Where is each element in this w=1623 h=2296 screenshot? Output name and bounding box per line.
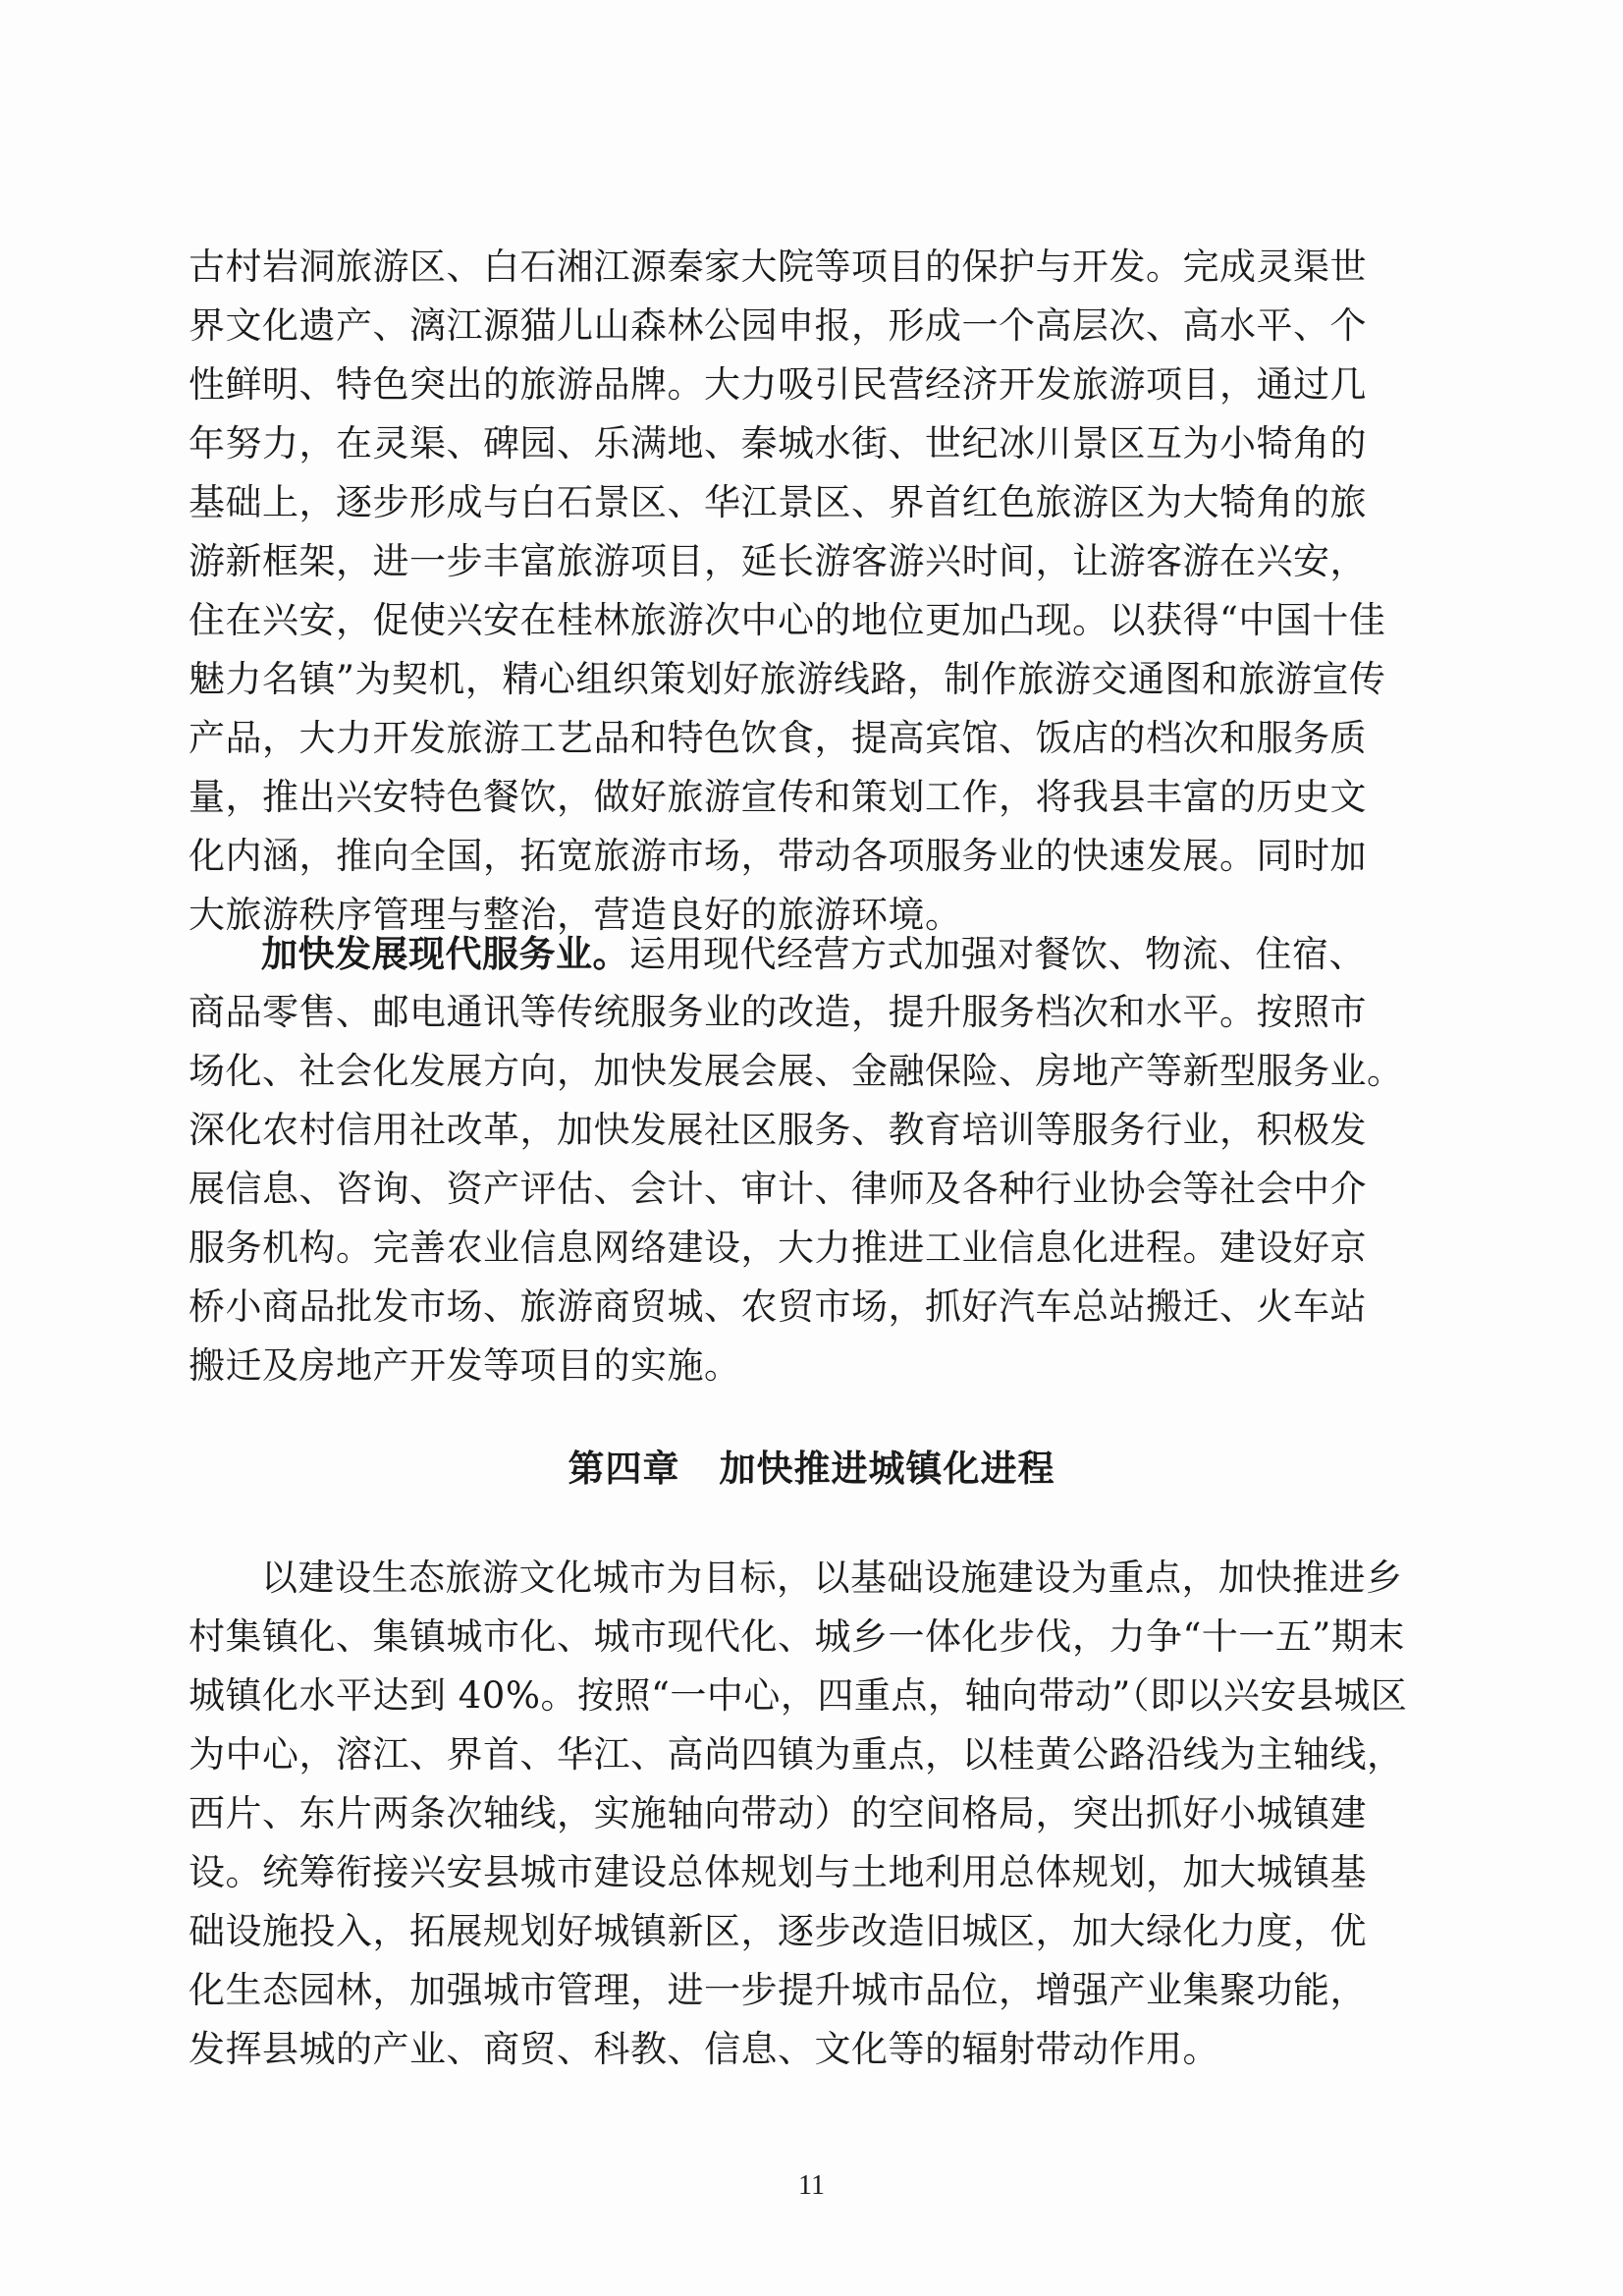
text-line: 发挥县城的产业、商贸、科教、信息、文化等的辐射带动作用。 [189,2028,1219,2070]
text-line: 桥小商品批发市场、旅游商贸城、农贸市场，抓好汽车总站搬迁、火车站 [189,1285,1367,1328]
text-line: 年努力，在灵渠、碑园、乐满地、秦城水街、世纪冰川景区互为小犄角的 [189,422,1367,465]
chapter-heading [0,1439,1623,1492]
text-line: 魅力名镇”为契机，精心组织策划好旅游线路，制作旅游交通图和旅游宣传 [189,658,1386,700]
text-line: 住在兴安，促使兴安在桂林旅游次中心的地位更加凸现。以获得“中国十佳 [189,599,1386,641]
text-line: 展信息、咨询、资产评估、会计、审计、律师及各种行业协会等社会中介 [189,1168,1367,1210]
chapter-number: 第四章 [568,1448,680,1490]
text-line: 村集镇化、集镇城市化、城市现代化、城乡一体化步伐，力争“十一五”期末 [189,1615,1405,1658]
text-line: 大旅游秩序管理与整治，营造良好的旅游环境。 [189,894,962,936]
text-line: 以建设生态旅游文化城市为目标，以基础设施建设为重点，加快推进乡 [261,1557,1403,1599]
paragraph-urbanization [189,1549,1445,2079]
text-line: 界文化遗产、漓江源猫儿山森林公园申报，形成一个高层次、高水平、个 [189,304,1367,347]
text-line: 场化、社会化发展方向，加快发展会展、金融保险、房地产等新型服务业。 [189,1050,1404,1092]
text-line: 搬迁及房地产开发等项目的实施。 [189,1344,741,1387]
text-line: 城镇化水平达到 40%。按照“一中心，四重点，轴向带动”（即以兴安县城区 [189,1674,1408,1717]
text-line: 游新框架，进一步丰富旅游项目，延长游客游兴时间，让游客游在兴安， [189,540,1367,582]
text-line: 性鲜明、特色突出的旅游品牌。大力吸引民营经济开发旅游项目，通过几 [189,363,1367,406]
page-number: 11 [798,2170,825,2201]
text-run: 运用现代经营方式加强对餐饮、物流、住宿、 [629,933,1366,975]
text-line: 商品零售、邮电通讯等传统服务业的改造，提升服务档次和水平。按照市 [189,991,1367,1033]
text-line: 化生态园林，加强城市管理，进一步提升城市品位，增强产业集聚功能， [189,1969,1367,2011]
text-line: 深化农村信用社改革，加快发展社区服务、教育培训等服务行业，积极发 [189,1109,1367,1151]
text-line: 西片、东片两条次轴线，实施轴向带动）的空间格局，突出抓好小城镇建 [189,1792,1367,1834]
text-line: 服务机构。完善农业信息网络建设，大力推进工业信息化进程。建设好京 [189,1227,1367,1269]
text-line: 产品，大力开发旅游工艺品和特色饮食，提高宾馆、饭店的档次和服务质 [189,717,1367,759]
paragraph-heading: 加快发展现代服务业。 [261,932,629,975]
text-line: 古村岩洞旅游区、白石湘江源秦家大院等项目的保护与开发。完成灵渠世 [189,246,1367,288]
text-line: 为中心，溶江、界首、华江、高尚四镇为重点，以桂黄公路沿线为主轴线， [189,1733,1404,1776]
text-line: 化内涵，推向全国，拓宽旅游市场，带动各项服务业的快速发展。同时加 [189,835,1367,877]
text-line: 础设施投入，拓展规划好城镇新区，逐步改造旧城区，加大绿化力度，优 [189,1910,1367,1952]
text-line: 设。统筹衔接兴安县城市建设总体规划与土地利用总体规划，加大城镇基 [189,1851,1367,1893]
text-line: 量，推出兴安特色餐饮，做好旅游宣传和策划工作，将我县丰富的历史文 [189,776,1367,818]
text-line: 基础上，逐步形成与白石景区、华江景区、界首红色旅游区为大犄角的旅 [189,481,1367,523]
text-line-first [189,924,1445,983]
paragraph-modern-services [189,924,1445,1395]
chapter-title: 加快推进城镇化进程 [719,1448,1055,1490]
paragraph-tourism-continuation [189,238,1445,945]
